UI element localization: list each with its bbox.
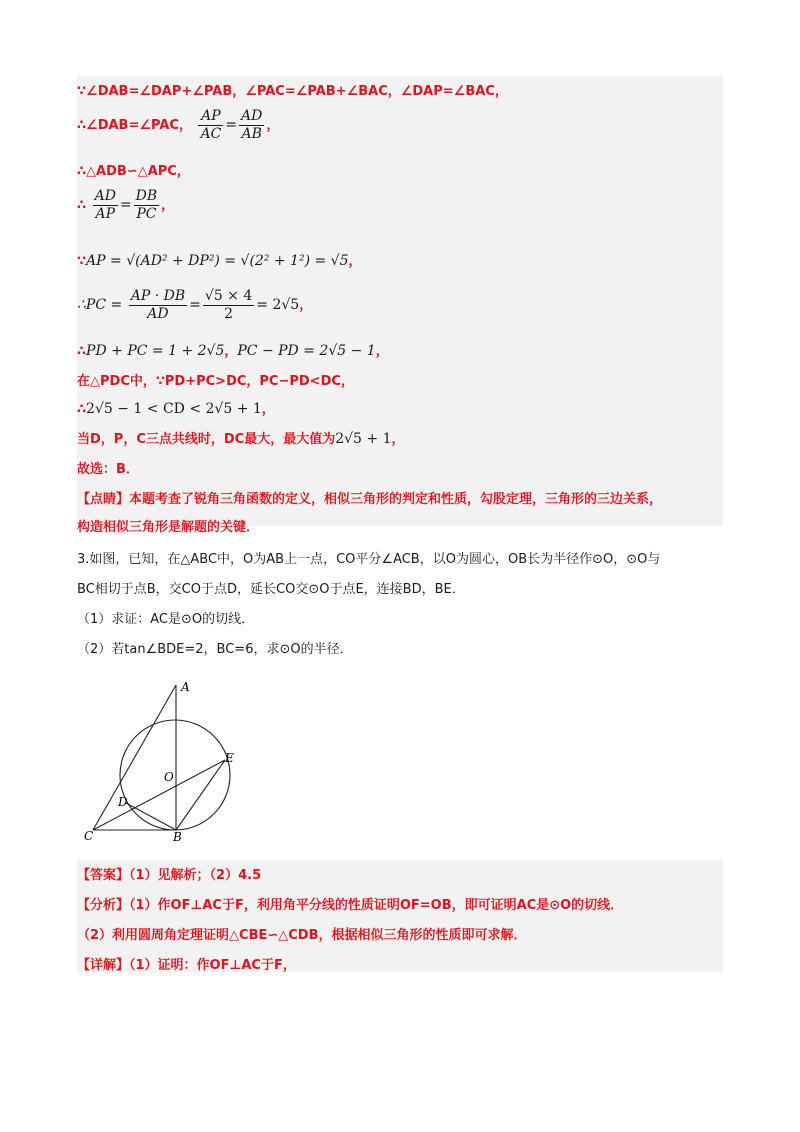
solution-line-7: ∴PD + PC = 1 + 2√5，PC − PD = 2√5 − 1，: [77, 343, 389, 359]
solution-line-4: ∴ $\frac{AD}{AP}$ = $\frac{DB}{PC}$ ，: [77, 188, 175, 222]
answer-line: 【答案】（1）见解析；（2）4.5: [77, 868, 262, 883]
solution-line-10: 当D，P，C三点共线时，DC最大，最大值为2√5 + 1，: [77, 431, 405, 447]
solution-line-1: ∵∠DAB=∠DAP+∠PAB，∠PAC=∠PAB+∠BAC，∠DAP=∠BAC，: [77, 84, 508, 99]
tip-bracket: 【点睛】: [77, 492, 130, 507]
solution-line-6: ∴PC = $\frac{AP \cdot DB}{AD}$ = $\frac{√5 \times 4}{2}$ = 2√5，: [77, 288, 313, 322]
label-a: A: [181, 680, 190, 694]
label-c: C: [84, 829, 94, 843]
fraction-apdb-ad: $\frac{AP \cdot DB}{AD}$: [130, 288, 186, 322]
problem3-question-2: （2）若tan∠BDE=2，BC=6，求⊙O的半径．: [77, 642, 353, 657]
detail-line: 【详解】（1）证明：作OF⊥AC于F，: [77, 958, 296, 973]
label-b: B: [173, 830, 182, 844]
solution-line-8: 在△PDC中，∵PD+PC>DC，PC−PD<DC，: [77, 374, 354, 389]
geometry-figure: [80, 675, 250, 845]
problem3-line-1: 3.如图，已知，在△ABC中，O为AB上一点，CO平分∠ACB，以O为圆心，OB长为半径作⊙O，⊙O与: [77, 552, 661, 567]
solution-line-12: 【点睛】本题考查了锐角三角函数的定义，相似三角形的判定和性质，勾股定理，三角形的三边关系，: [77, 492, 663, 507]
solution-line-2: ∴∠DAB=∠PAC， $\frac{AP}{AC}$ = $\frac{AD}{AB}$ ，: [77, 108, 280, 142]
fraction-ap-ac: $\frac{AP}{AC}$: [200, 108, 222, 142]
fraction-ad-ab: $\frac{AD}{AB}$: [241, 108, 263, 142]
label-d: D: [118, 795, 128, 809]
analysis-line-2: （2）利用圆周角定理证明△CBE∽△CDB，根据相似三角形的性质即可求解．: [77, 928, 527, 943]
label-o: O: [164, 770, 174, 784]
solution-line-9: ∴2√5 − 1 < CD < 2√5 + 1，: [77, 401, 275, 417]
problem3-line-2: BC相切于点B，交CO于点D，延长CO交⊙O于点E，连接BD，BE．: [77, 582, 465, 597]
problem3-question-1: （1）求证：AC是⊙O的切线．: [77, 612, 255, 627]
solution-line-13: 构造相似三角形是解题的关键．: [77, 520, 260, 535]
fraction-root5x4-2: $\frac{√5 \times 4}{2}$: [204, 288, 253, 322]
fraction-db-pc: $\frac{DB}{PC}$: [135, 188, 158, 222]
label-e: E: [225, 751, 234, 765]
solution-line-3: ∴△ADB∽△APC，: [77, 164, 190, 179]
fraction-ad-ap: $\frac{AD}{AP}$: [94, 188, 116, 222]
solution-line-11: 故选：B．: [77, 462, 139, 477]
analysis-line-1: 【分析】（1）作OF⊥AC于F，利用角平分线的性质证明OF=OB，即可证明AC是⊙O的切线．: [77, 898, 624, 913]
solution-line-5: ∵AP = √(AD² + DP²) = √(2² + 1²) = √5，: [77, 253, 362, 269]
